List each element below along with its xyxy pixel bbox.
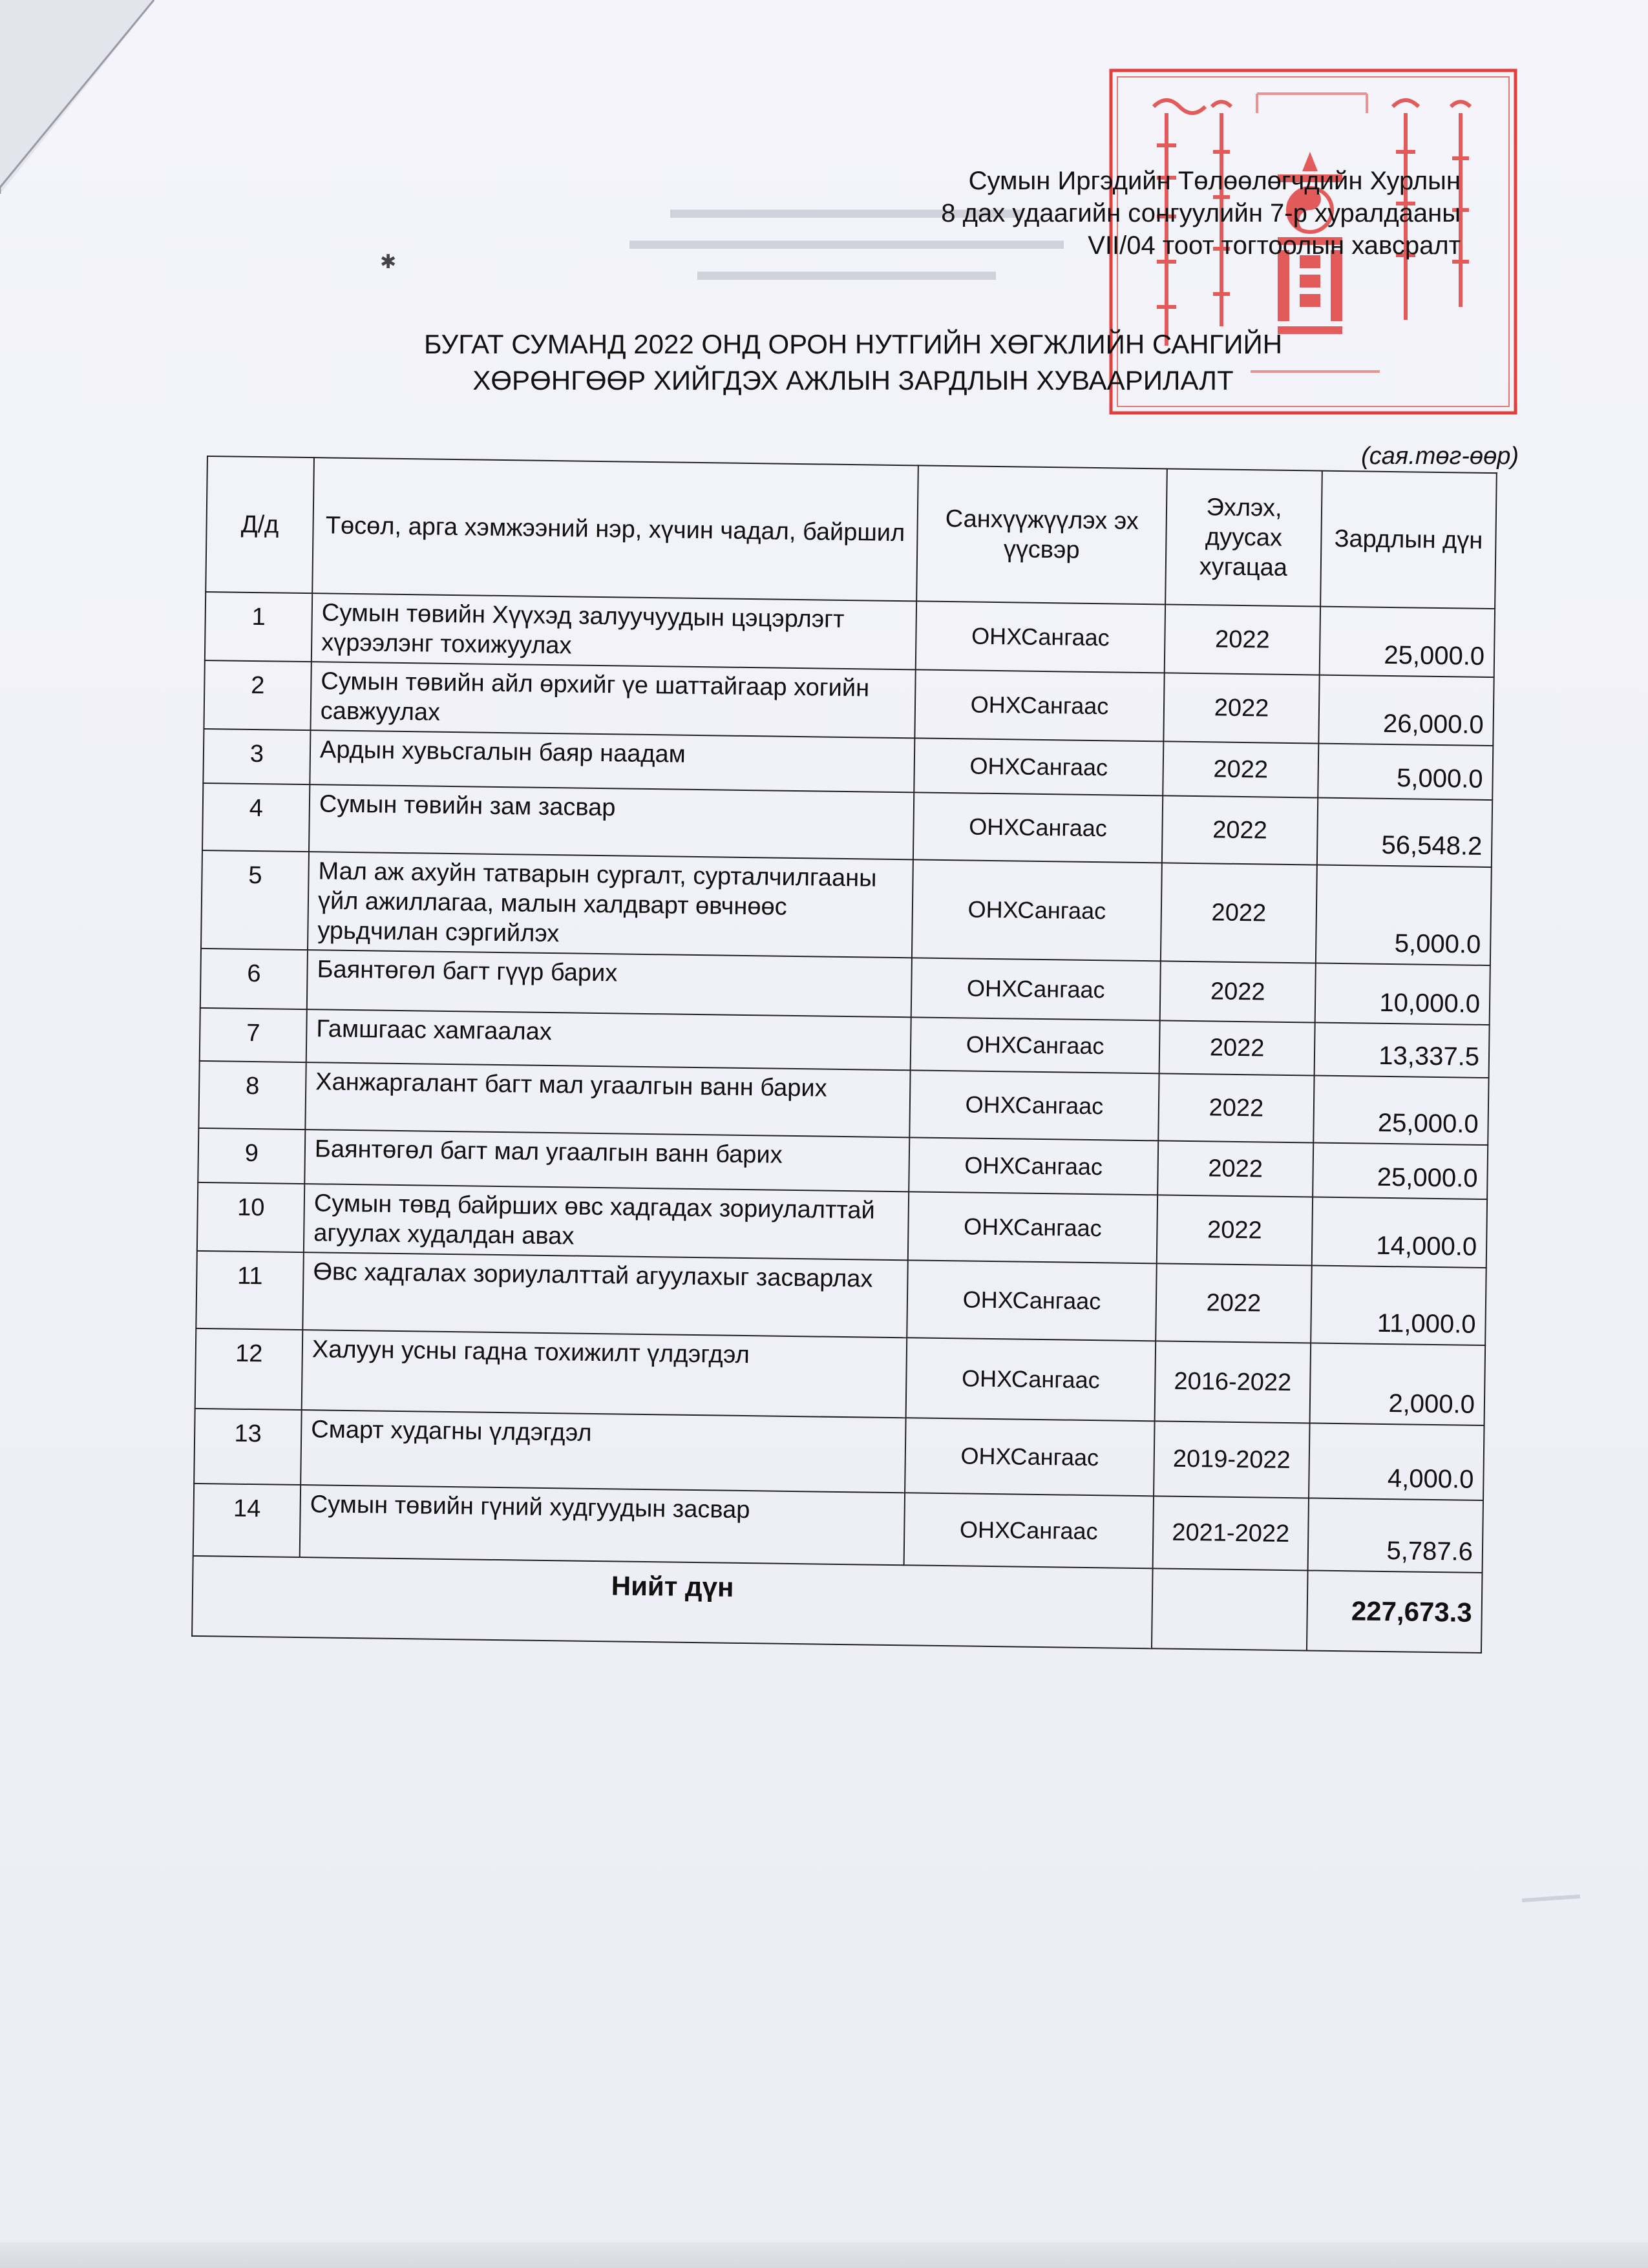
- row-project-name: Сумын төвийн айл өрхийг үе шаттайгаар хогийн савжуулах: [310, 662, 915, 738]
- total-empty-cell: [1152, 1568, 1308, 1650]
- row-period: 2022: [1158, 1073, 1314, 1142]
- row-amount: 5,000.0: [1316, 865, 1492, 966]
- row-period: 2021-2022: [1153, 1496, 1309, 1570]
- row-period: 2019-2022: [1154, 1421, 1309, 1498]
- header-line-1: Сумын Иргэдийн Төлөөлөгчдийн Хурлын: [968, 167, 1461, 195]
- row-period: 2022: [1156, 1263, 1312, 1343]
- row-funding-source: ОНХСангаас: [911, 1017, 1160, 1073]
- row-number: 5: [201, 850, 309, 950]
- row-project-name: Гамшгаас хамгаалах: [306, 1009, 911, 1070]
- row-amount: 13,337.5: [1315, 1023, 1490, 1078]
- row-funding-source: ОНХСангаас: [907, 1260, 1157, 1341]
- margin-mark: [1522, 1895, 1580, 1902]
- row-number: 7: [200, 1008, 307, 1062]
- page-bottom-edge: [0, 2242, 1648, 2268]
- row-amount: 5,787.6: [1308, 1498, 1483, 1573]
- row-number: 9: [198, 1128, 305, 1184]
- row-amount: 11,000.0: [1311, 1265, 1486, 1345]
- row-project-name: Ханжаргалант багт мал угаалгын ванн барих: [305, 1062, 910, 1137]
- row-number: 11: [196, 1251, 304, 1330]
- row-period: 2022: [1161, 863, 1317, 963]
- row-project-name: Сумын төвийн Хүүхэд залуучуудын цэцэрлэгт хүрээлэнг тохижуулах: [312, 593, 916, 669]
- row-number: 14: [193, 1484, 301, 1557]
- annex-header: [941, 165, 1461, 262]
- header-line-2: 8 дах удаагийн сонгуулийн 7-р хуралдааны: [941, 199, 1461, 227]
- unit-note: (сая.төг-өөр): [1361, 443, 1519, 470]
- row-period: 2016-2022: [1155, 1341, 1311, 1423]
- ink-mark: ✱: [380, 251, 397, 273]
- row-project-name: Баянтөгөл багт мал угаалгын ванн барих: [304, 1129, 909, 1192]
- row-project-name: Сумын төвд байрших өвс хадгадах зориулалттай агуулах худалдан авах: [304, 1184, 909, 1260]
- row-amount: 10,000.0: [1315, 963, 1490, 1025]
- row-number: 2: [204, 660, 311, 730]
- table-body: [193, 592, 1495, 1573]
- row-amount: 25,000.0: [1320, 607, 1495, 678]
- table-header-row: [206, 456, 1497, 609]
- row-period: 2022: [1163, 673, 1319, 743]
- row-project-name: Өвс хадгалах зориулалттай агуулахыг засварлах: [302, 1252, 907, 1338]
- row-project-name: Ардын хувьсгалын баяр наадам: [310, 730, 914, 792]
- row-funding-source: ОНХСангаас: [912, 859, 1162, 961]
- row-amount: 14,000.0: [1312, 1197, 1487, 1268]
- row-project-name: Халуун усны гадна тохижилт үлдэгдэл: [302, 1330, 907, 1418]
- row-amount: 4,000.0: [1309, 1423, 1484, 1500]
- header-name: Төсөл, арга хэмжээний нэр, хүчин чадал, байршил: [312, 457, 918, 601]
- row-period: 2022: [1159, 1020, 1315, 1075]
- row-amount: 5,000.0: [1318, 744, 1493, 801]
- header-source: Санхүүжүүлэх эх үүсвэр: [916, 465, 1167, 604]
- title-line-1: БУГАТ СУМАНД 2022 ОНД ОРОН НУТГИЙН ХӨГЖЛИЙН САНГИЙН: [423, 329, 1283, 359]
- row-period: 2022: [1165, 604, 1320, 675]
- row-funding-source: ОНХСангаас: [905, 1418, 1154, 1496]
- row-number: 10: [197, 1182, 304, 1252]
- allocation-table: [191, 456, 1497, 1654]
- row-amount: 56,548.2: [1317, 798, 1492, 868]
- header-period: Эхлэх, дуусах хугацаа: [1165, 468, 1322, 606]
- bleed-through-text: ▬▬▬▬▬▬▬▬▬▬▬▬▬ ▬▬▬▬▬▬▬▬▬▬▬▬▬▬▬▬ ▬▬▬▬▬▬▬▬▬▬▬: [629, 194, 1064, 286]
- header-num: Д/д: [206, 456, 314, 593]
- allocation-table-wrapper: [191, 456, 1496, 1654]
- row-number: 13: [194, 1409, 302, 1485]
- row-funding-source: ОНХСангаас: [916, 601, 1165, 673]
- row-funding-source: ОНХСангаас: [909, 1137, 1158, 1195]
- row-funding-source: ОНХСангаас: [914, 738, 1163, 795]
- folded-corner-edge: [0, 0, 155, 194]
- row-period: 2022: [1157, 1140, 1313, 1197]
- row-funding-source: ОНХСангаас: [904, 1493, 1154, 1568]
- row-amount: 25,000.0: [1313, 1076, 1488, 1146]
- row-period: 2022: [1163, 741, 1318, 797]
- document-title: [349, 326, 1357, 399]
- row-period: 2022: [1157, 1195, 1313, 1265]
- row-funding-source: ОНХСангаас: [908, 1192, 1157, 1263]
- row-project-name: Мал аж ахуйн татварын сургалт, сурталчилгааны үйл ажиллагаа, малын халдварт өвчнөөс урьдчилан сэргийлэх: [308, 852, 913, 958]
- header-amount: Зардлын дүн: [1320, 471, 1497, 609]
- row-project-name: Сумын төвийн зам засвар: [309, 784, 914, 859]
- table-row: [201, 850, 1492, 965]
- row-project-name: Смарт худагны үлдэгдэл: [301, 1410, 905, 1493]
- row-funding-source: ОНХСангаас: [906, 1338, 1156, 1421]
- row-number: 1: [205, 592, 312, 662]
- row-number: 12: [195, 1328, 303, 1410]
- row-project-name: Сумын төвийн гүний худгуудын засвар: [300, 1485, 905, 1565]
- row-number: 6: [200, 949, 308, 1009]
- title-line-2: ХӨРӨНГӨӨР ХИЙГДЭХ АЖЛЫН ЗАРДЛЫН ХУВААРИЛАЛТ: [472, 365, 1234, 395]
- row-project-name: Баянтөгөл багт гүүр барих: [307, 950, 912, 1017]
- row-funding-source: ОНХСангаас: [913, 792, 1163, 863]
- row-period: 2022: [1162, 795, 1318, 865]
- total-row: [192, 1556, 1482, 1653]
- row-funding-source: ОНХСангаас: [911, 958, 1161, 1020]
- row-amount: 25,000.0: [1313, 1143, 1488, 1200]
- row-amount: 26,000.0: [1318, 675, 1494, 746]
- row-period: 2022: [1160, 961, 1316, 1022]
- row-funding-source: ОНХСангаас: [909, 1070, 1159, 1140]
- total-label: Нийт дүн: [192, 1556, 1152, 1648]
- total-amount: 227,673.3: [1307, 1570, 1483, 1653]
- row-number: 3: [203, 729, 310, 784]
- header-line-3: VII/04 тоот тогтоолын хавсралт: [1088, 231, 1461, 260]
- row-amount: 2,000.0: [1310, 1343, 1486, 1425]
- row-number: 4: [202, 783, 310, 852]
- row-funding-source: ОНХСангаас: [914, 669, 1164, 741]
- row-number: 8: [198, 1061, 306, 1129]
